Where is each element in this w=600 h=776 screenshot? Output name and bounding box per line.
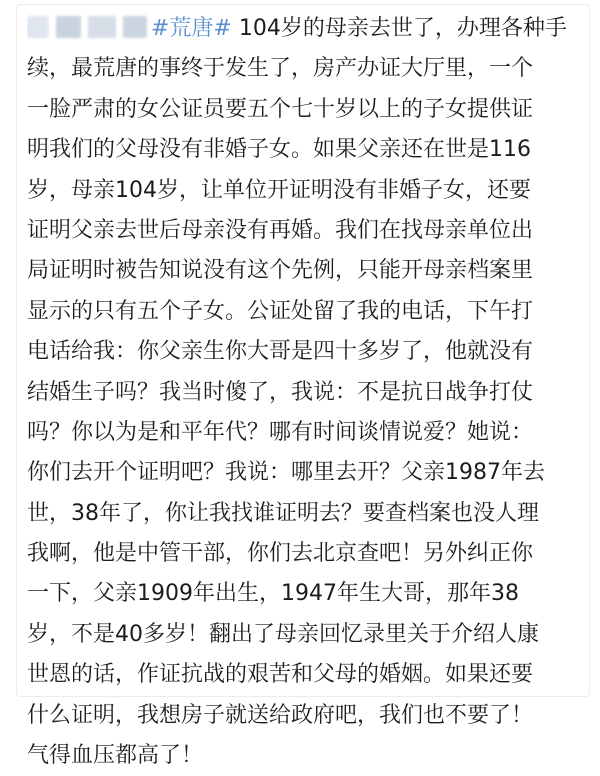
post-line: 我啊，他是中管干部，你们去北京查吧！另外纠正你 [27,541,534,567]
post-line: 一脸严肃的女公证员要五个七十岁以上的子女提供证 [27,96,534,122]
post-line: 电话给我：你父亲生你大哥是四十多岁了，他就没有 [27,339,534,365]
post-line: 明我们的父母没有非婚子女。如果父亲还在世是116 [27,137,531,163]
hashtag-link[interactable]: #荒唐# [151,16,232,41]
post-line: 一下，父亲1909年出生，1947年生大哥，那年38 [27,581,519,607]
post-line: 吗？你以为是和平年代？哪有时间谈情说爱？她说： [27,419,534,445]
post-line-1 [27,9,583,49]
post-line: 你们去开个证明吧？我说：哪里去开？父亲1987年去 [27,460,545,486]
post-line: 证明父亲去世后母亲没有再婚。我们在找母亲单位出 [27,217,534,243]
post-line: 气得血压都高了！ [27,743,204,769]
post-line: 岁，不是40多岁！翻出了母亲回忆录里关于介绍人康 [27,621,539,647]
post-line: 什么证明，我想房子就送给政府吧，我们也不要了！ [27,702,534,728]
post-line: 显示的只有五个子女。公证处留了我的电话，下午打 [27,298,534,324]
post-line: 世，38年了，你让我找谁证明去？要查档案也没人理 [27,500,539,526]
post-line: 世恩的话，作证抗战的艰苦和父母的婚姻。如果还要 [27,662,534,688]
post-line: 结婚生子吗？我当时傻了，我说：不是抗日战争打仗 [27,379,534,405]
post-line: 局证明时被告知说没有这个先例，只能开母亲档案里 [27,258,534,284]
post-line: 续，最荒唐的事终于发生了，房产办证大厅里，一个 [27,56,534,82]
post-card [16,4,590,769]
blurred-author-name [27,16,147,38]
post-line: 岁，母亲104岁，让单位开证明没有非婚子女，还要 [27,177,531,203]
post-text: 104岁的母亲去世了，办理各种手 [231,16,567,41]
